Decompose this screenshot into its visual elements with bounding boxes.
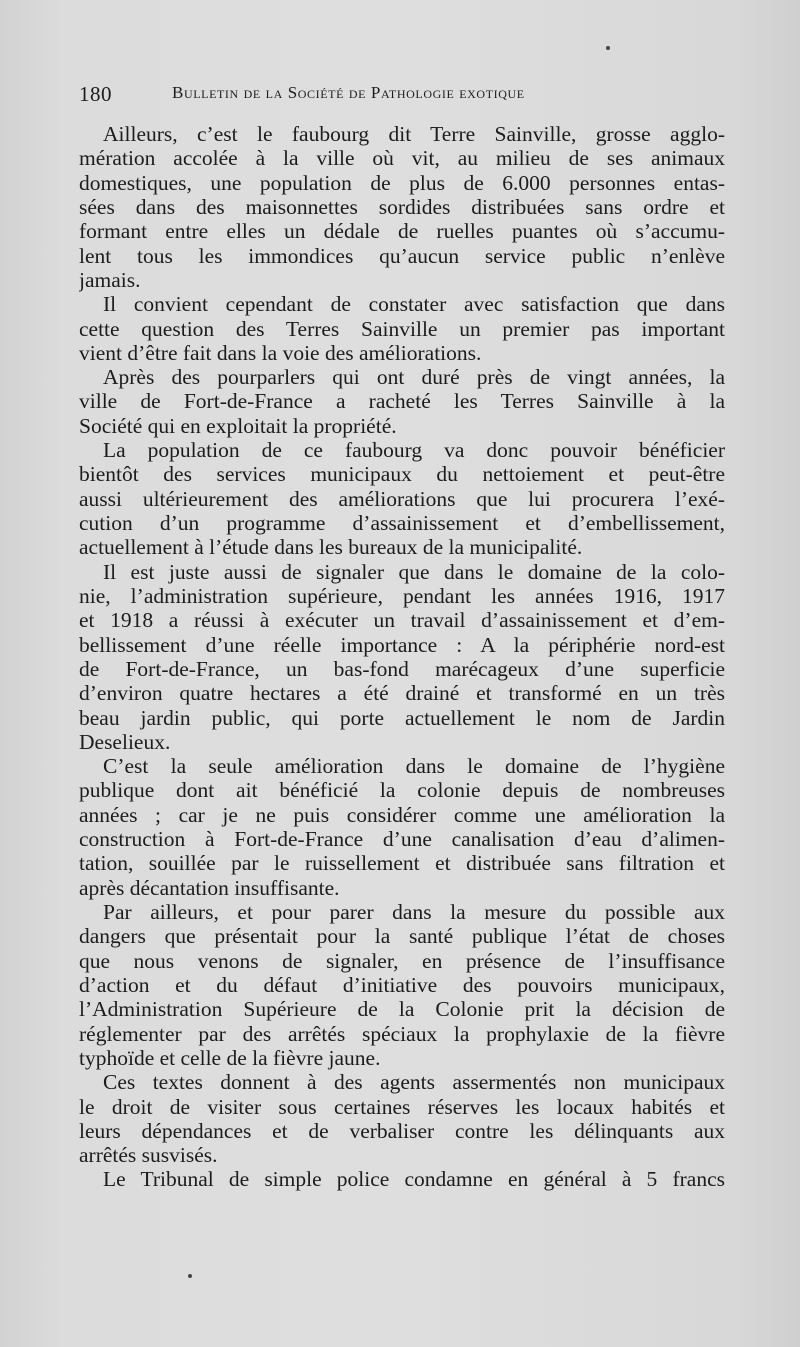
text-line: bellissement d’une réelle importance : A la périphérie nord-est	[79, 632, 725, 657]
text-line: d’action et du défaut d’initiative des pouvoirs municipaux,	[79, 972, 725, 997]
text-line: l’Administration Supérieure de la Colonie prit la décision de	[79, 997, 725, 1022]
text-line: après décantation insuffisante.	[79, 875, 340, 900]
text-line: typhoïde et celle de la fièvre jaune.	[79, 1045, 381, 1070]
text-line: nie, l’administration supérieure, pendant les années 1916, 1917	[79, 583, 725, 608]
body-text	[79, 122, 725, 1192]
text-line: vient d’être fait dans la voie des améliorations.	[79, 340, 482, 365]
text-line: tation, souillée par le ruissellement et distribuée sans filtration et	[79, 851, 725, 876]
text-line: le droit de visiter sous certaines réserves les locaux habités et	[79, 1094, 725, 1119]
text-line: aussi ultérieurement des améliorations que lui procurera l’exé-	[79, 486, 725, 511]
text-line: arrêtés susvisés.	[79, 1143, 218, 1168]
text-line: Deselieux.	[79, 729, 171, 754]
text-line: mération accolée à la ville où vit, au milieu de ses animaux	[79, 146, 725, 171]
text-line: réglementer par des arrêtés spéciaux la prophylaxie de la fièvre	[79, 1021, 725, 1046]
print-speck	[188, 1274, 192, 1278]
text-line: années ; car je ne puis considérer comme une amélioration la	[79, 802, 725, 827]
text-line: construction à Fort-de-France d’une canalisation d’eau d’alimen-	[79, 827, 725, 852]
text-line: Société qui en exploitait la propriété.	[79, 413, 397, 438]
text-line: publique dont ait bénéficié la colonie depuis de nombreuses	[79, 778, 725, 803]
text-line: Après des pourparlers qui ont duré près de vingt années, la	[103, 365, 725, 390]
page-header	[79, 82, 739, 112]
text-line: cution d’un programme d’assainissement et d’embellissement,	[79, 511, 725, 535]
text-line: domestiques, une population de plus de 6.000 personnes entas-	[79, 170, 725, 195]
text-line: ville de Fort-de-France a racheté les Terres Sainville à la	[79, 389, 725, 414]
text-line: Ces textes donnent à des agents assermentés non municipaux	[103, 1070, 725, 1095]
text-line: jamais.	[79, 267, 141, 292]
text-line: actuellement à l’étude dans les bureaux de la municipalité.	[79, 535, 583, 560]
text-line: d’environ quatre hectares a été drainé et transformé en un très	[79, 681, 725, 706]
running-title: Bulletin de la Société de Pathologie exotique	[172, 83, 525, 102]
text-line: lent tous les immondices qu’aucun service public n’enlève	[79, 243, 725, 268]
text-line: sées dans des maisonnettes sordides distribuées sans ordre et	[79, 194, 725, 219]
text-line: Par ailleurs, et pour parer dans la mesure du possible aux	[103, 900, 725, 924]
text-line: leurs dépendances et de verbaliser contre les délinquants aux	[79, 1118, 725, 1143]
page-number: 180	[79, 82, 112, 106]
print-speck	[606, 46, 610, 50]
text-line: dangers que présentait pour la santé publique l’état de choses	[79, 924, 725, 949]
text-line: Le Tribunal de simple police condamne en général à 5 francs	[103, 1167, 725, 1192]
text-line: beau jardin public, qui porte actuellement le nom de Jardin	[79, 705, 725, 730]
text-line: et 1918 a réussi à exécuter un travail d’assainissement et d’em-	[79, 608, 725, 633]
text-line: Il convient cependant de constater avec satisfaction que dans	[103, 292, 725, 317]
text-line: de Fort-de-France, un bas-fond marécageux d’une superficie	[79, 656, 725, 681]
text-line: Ailleurs, c’est le faubourg dit Terre Sainville, grosse agglo-	[103, 122, 725, 146]
text-line: Il est juste aussi de signaler que dans le domaine de la colo-	[103, 559, 725, 584]
text-line: bientôt des services municipaux du nettoiement et peut-être	[79, 462, 725, 487]
text-line: cette question des Terres Sainville un premier pas important	[79, 316, 725, 341]
text-line: que nous venons de signaler, en présence de l’insuffisance	[79, 948, 725, 973]
text-line: La population de ce faubourg va donc pouvoir bénéficier	[103, 438, 725, 463]
text-line: formant entre elles un dédale de ruelles puantes où s’accumu-	[79, 219, 725, 244]
text-line: C’est la seule amélioration dans le domaine de l’hygiène	[103, 754, 725, 779]
